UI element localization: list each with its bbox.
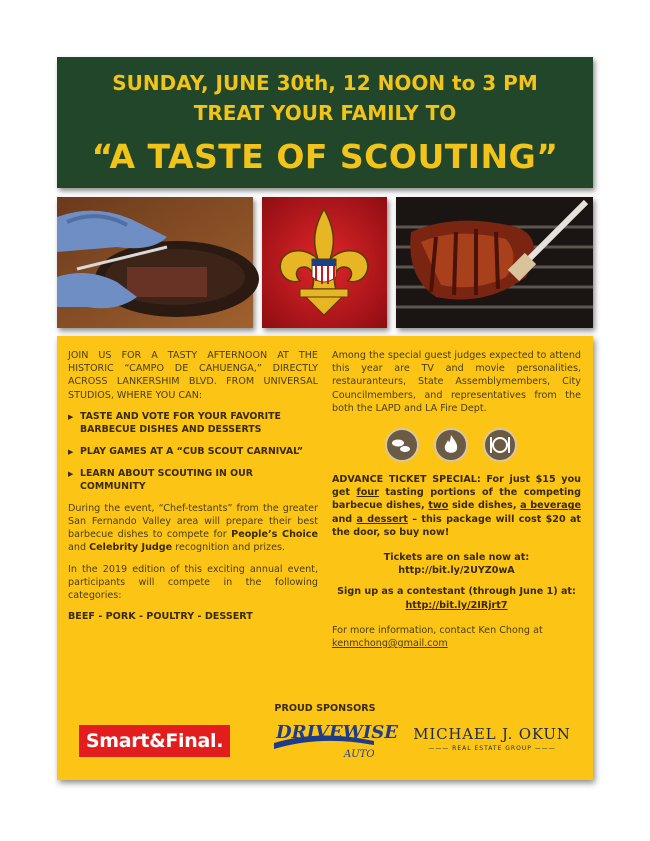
categories-intro: In the 2019 edition of this exciting annual event, participants will compete in the following categories: <box>68 563 318 602</box>
signup-link[interactable]: http://bit.ly/2IRjrt7 <box>405 599 508 611</box>
svg-text:AUTO: AUTO <box>344 749 375 760</box>
ticket-special: ADVANCE TICKET SPECIAL: For just $15 you get four tasting portions of the competing barbecue dishes, two side dishes, a beverage and a dessert – this package will cost $20 at the door, so buy now! <box>332 474 582 538</box>
brisket-slicing-photo <box>57 197 253 328</box>
list-item: ▶ PLAY GAMES AT A “CUB SCOUT CARNIVAL” <box>68 445 304 457</box>
list-item: ▶ LEARN ABOUT SCOUTING IN OUR COMMUNITY <box>68 467 253 492</box>
tickets-link[interactable]: http://bit.ly/2UYZ0wA <box>398 565 515 577</box>
svg-text:DRIVEWISE: DRIVEWISE <box>276 722 399 743</box>
signup-block: Sign up as a contestant (through June 1) at: http://bit.ly/2IRjrt7 <box>337 586 576 611</box>
left-column <box>68 349 318 631</box>
intro-text: JOIN US FOR A TASTY AFTERNOON AT THE HISTORIC “CAMPO DE CAHUENGA,” DIRECTLY ACROSS LANKERSHIM BLVD. FROM UNIVERSAL STUDIOS, WHERE YOU CAN: <box>68 350 318 401</box>
event-subtitle: TREAT YOUR FAMILY TO <box>193 101 457 125</box>
tickets-block: Tickets are on sale now at: http://bit.ly/2UYZ0wA <box>383 552 530 577</box>
sponsors-title: PROUD SPONSORS <box>274 703 376 714</box>
contact-text: For more information, contact Ken Chong at kenmchong@gmail.com <box>332 624 543 650</box>
chef-testants-text: During the event, “Chef-testants” from the greater San Fernando Valley area will prepare their best barbecue dishes to compete for People’s Choice and Celebrity Judge recognition and prizes. <box>68 502 318 554</box>
boy-scouts-emblem <box>262 197 387 328</box>
list-item: ▶ TASTE AND VOTE FOR YOUR FAVORITE BARBECUE DISHES AND DESSERTS <box>68 410 281 435</box>
email-link[interactable]: kenmchong@gmail.com <box>332 638 448 650</box>
smart-final-logo: Smart&Final. <box>79 725 230 757</box>
flame-icon <box>433 427 469 467</box>
bullet-triangle-icon: ▶ <box>68 447 74 456</box>
livestock-icon <box>384 427 420 467</box>
categories-list: BEEF - PORK - POULTRY - DESSERT <box>68 611 253 623</box>
info-panel <box>57 336 593 780</box>
activities-list <box>68 410 318 493</box>
bullet-triangle-icon: ▶ <box>68 469 74 478</box>
drivewise-logo <box>270 719 399 761</box>
event-title: “A TASTE OF SCOUTING” <box>91 137 559 176</box>
grilled-ribs-photo <box>396 197 593 328</box>
event-date: SUNDAY, JUNE 30th, 12 NOON to 3 PM <box>112 71 538 95</box>
judges-text: Among the special guest judges expected to attend this year are TV and movie personalities, restauranteurs, State Assemblymembers, City Councilmembers, and representatives from the both the LAPD and LA Fire Dept. <box>332 350 581 414</box>
right-column <box>332 349 581 658</box>
header-banner <box>57 57 593 188</box>
plate-utensils-icon <box>482 427 518 467</box>
michael-okun-logo: MICHAEL J. OKUN ——— REAL ESTATE GROUP ——— <box>413 725 571 752</box>
bullet-triangle-icon: ▶ <box>68 412 74 421</box>
food-icons <box>384 427 581 463</box>
